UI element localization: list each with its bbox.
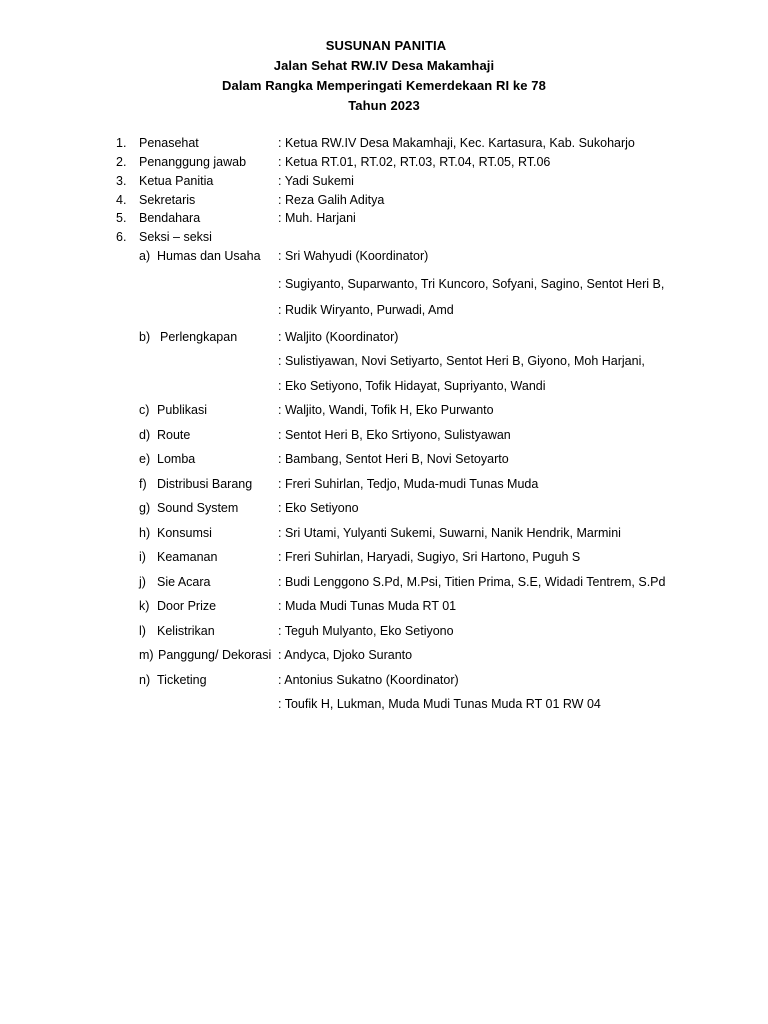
- event-year: Tahun 2023: [348, 98, 420, 113]
- section-letter: k): [139, 599, 150, 613]
- section-letter: b): [139, 330, 151, 344]
- section-label: Perlengkapan: [160, 330, 238, 344]
- item-value: : Yadi Sukemi: [278, 174, 354, 188]
- section-label: Kelistrikan: [157, 624, 215, 638]
- section-label: Sie Acara: [157, 575, 211, 589]
- section-value: : Freri Suhirlan, Haryadi, Sugiyo, Sri Hartono, Puguh S: [278, 550, 581, 564]
- section-label: Door Prize: [157, 599, 217, 613]
- section-value: : Waljito, Wandi, Tofik H, Eko Purwanto: [278, 403, 494, 417]
- section-value: : Budi Lenggono S.Pd, M.Psi, Titien Prima, S.E, Widadi Tentrem, S.Pd: [278, 575, 666, 589]
- section-label: Sound System: [157, 501, 239, 515]
- section-letter: c): [139, 403, 150, 417]
- section-letter: j): [139, 575, 146, 589]
- section-value: : Eko Setiyono, Tofik Hidayat, Supriyanto, Wandi: [278, 379, 546, 393]
- section-value: : Eko Setiyono: [278, 501, 359, 515]
- item-label: Penasehat: [139, 136, 199, 150]
- item-label: Penanggung jawab: [139, 155, 247, 169]
- section-letter: a): [139, 249, 151, 263]
- section-letter: h): [139, 526, 151, 540]
- section-label: Lomba: [157, 452, 196, 466]
- section-value: : Bambang, Sentot Heri B, Novi Setoyarto: [278, 452, 509, 466]
- event-occasion: Dalam Rangka Memperingati Kemerdekaan RI ke 78: [222, 78, 546, 93]
- section-value: : Waljito (Koordinator): [278, 330, 399, 344]
- item-value: : Ketua RT.01, RT.02, RT.03, RT.04, RT.05, RT.06: [278, 155, 551, 169]
- section-letter: f): [139, 477, 147, 491]
- section-letter: d): [139, 428, 151, 442]
- section-value: : Sugiyanto, Suparwanto, Tri Kuncoro, Sofyani, Sagino, Sentot Heri B,: [278, 277, 665, 291]
- section-label: Publikasi: [157, 403, 208, 417]
- section-label: Humas dan Usaha: [157, 249, 261, 263]
- section-label: Route: [157, 428, 191, 442]
- section-value: : Toufik H, Lukman, Muda Mudi Tunas Muda RT 01 RW 04: [278, 697, 601, 711]
- section-label: Konsumsi: [157, 526, 212, 540]
- item-number: 3.: [116, 174, 127, 188]
- section-value: : Freri Suhirlan, Tedjo, Muda-mudi Tunas Muda: [278, 477, 539, 491]
- section-value: : Teguh Mulyanto, Eko Setiyono: [278, 624, 454, 638]
- item-value: : Ketua RW.IV Desa Makamhaji, Kec. Kartasura, Kab. Sukoharjo: [278, 136, 635, 150]
- section-value: : Sri Utami, Yulyanti Sukemi, Suwarni, Nanik Hendrik, Marmini: [278, 526, 621, 540]
- section-value: : Sulistiyawan, Novi Setiyarto, Sentot Heri B, Giyono, Moh Harjani,: [278, 354, 645, 368]
- section-label: Ticketing: [157, 673, 207, 687]
- item-number: 4.: [116, 193, 127, 207]
- item-number: 5.: [116, 211, 127, 225]
- section-value: : Sri Wahyudi (Koordinator): [278, 249, 429, 263]
- section-letter: m): [139, 648, 154, 662]
- item-label: Seksi – seksi: [139, 230, 212, 244]
- item-value: : Reza Galih Aditya: [278, 193, 385, 207]
- section-label: Keamanan: [157, 550, 218, 564]
- item-label: Ketua Panitia: [139, 174, 214, 188]
- item-number: 1.: [116, 136, 127, 150]
- section-letter: e): [139, 452, 151, 466]
- section-label: Distribusi Barang: [157, 477, 253, 491]
- section-value: : Andyca, Djoko Suranto: [278, 648, 413, 662]
- section-value: : Muda Mudi Tunas Muda RT 01: [278, 599, 457, 613]
- section-letter: l): [139, 624, 146, 638]
- document-title: SUSUNAN PANITIA: [325, 38, 447, 53]
- section-letter: g): [139, 501, 151, 515]
- section-value: : Antonius Sukatno (Koordinator): [278, 673, 459, 687]
- section-value: : Sentot Heri B, Eko Srtiyono, Sulistyawan: [278, 428, 511, 442]
- section-value: : Rudik Wiryanto, Purwadi, Amd: [278, 303, 454, 317]
- section-label: Panggung/ Dekorasi: [158, 648, 272, 662]
- document-header: [0, 36, 768, 116]
- section-letter: i): [139, 550, 146, 564]
- item-value: : Muh. Harjani: [278, 211, 356, 225]
- item-label: Sekretaris: [139, 193, 196, 207]
- item-number: 6.: [116, 230, 127, 244]
- section-letter: n): [139, 673, 151, 687]
- event-name: Jalan Sehat RW.IV Desa Makamhaji: [273, 58, 495, 73]
- item-number: 2.: [116, 155, 127, 169]
- item-label: Bendahara: [139, 211, 201, 225]
